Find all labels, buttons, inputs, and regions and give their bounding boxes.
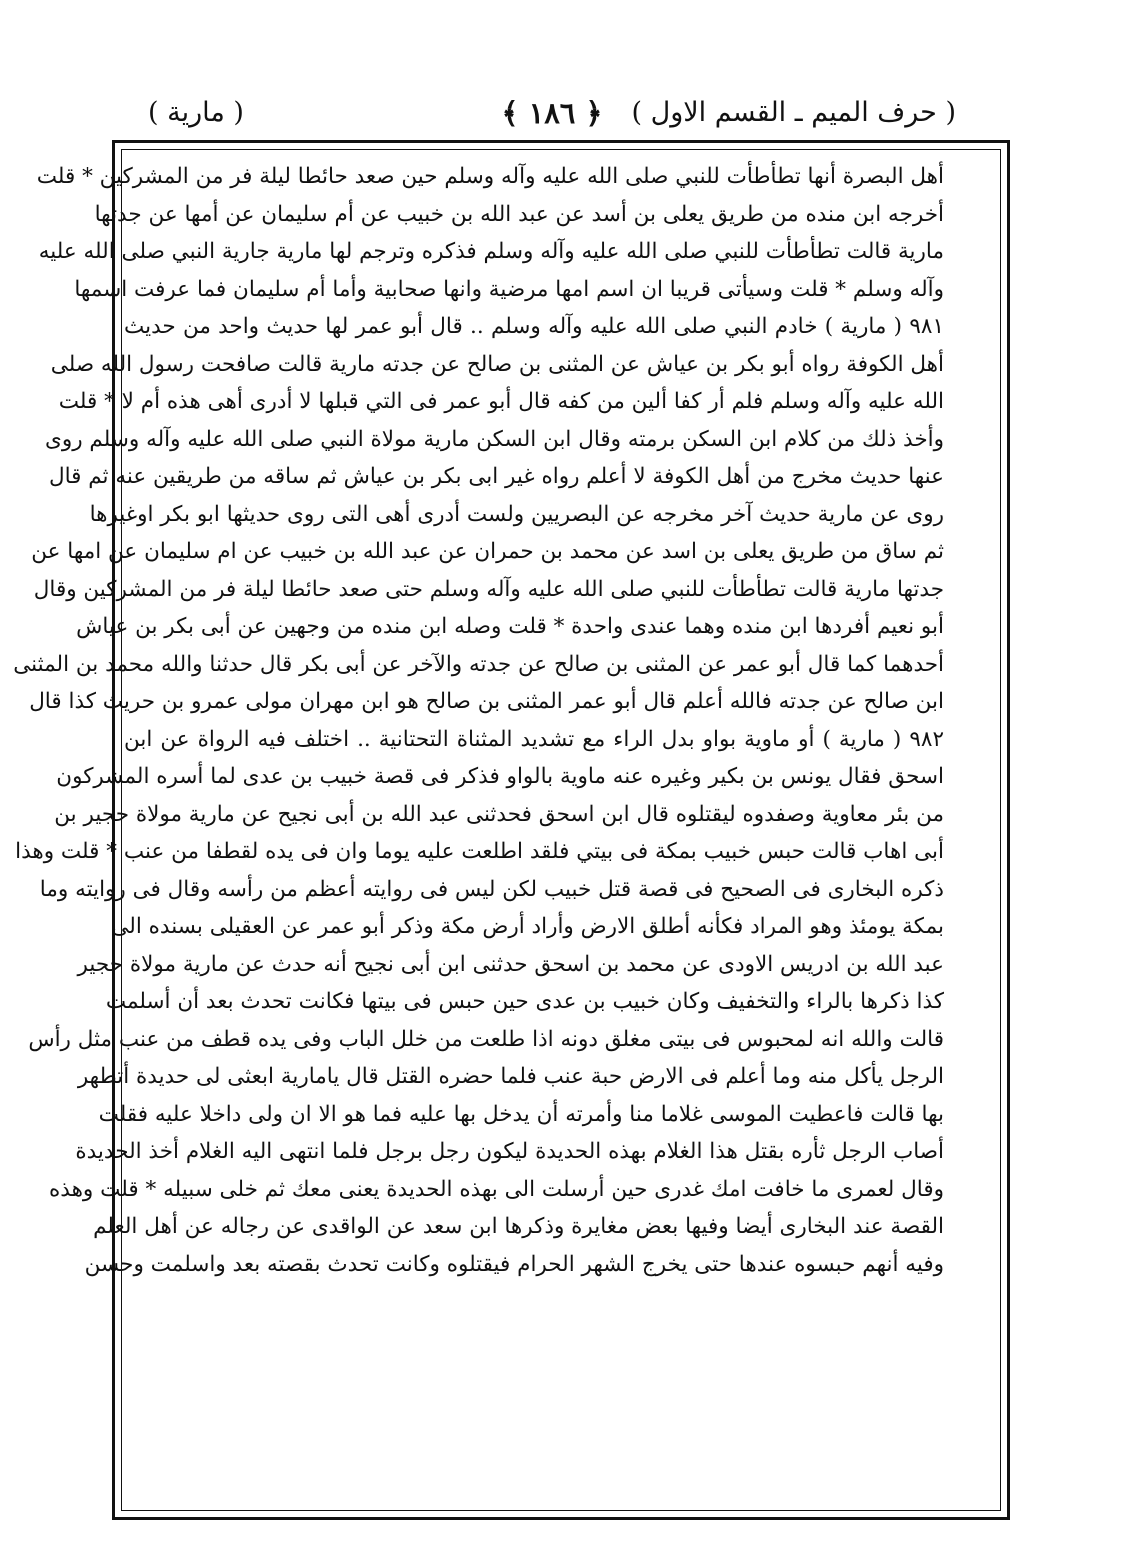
text-line: قالت والله انه لمحبوس فى بيتى مغلق دونه اذا طلعت من خلل الباب وفى يده قطف من عنب مثل رأس <box>28 1026 944 1052</box>
text-line: كذا ذكرها بالراء والتخفيف وكان خبيب بن عدى حين حبس فى بيتها فكانت تحدث بعد أن أسلمت <box>105 989 944 1014</box>
text-line: أبو نعيم أفردها ابن منده وهما عندى واحدة * قلت وصله ابن منده من وجهين عن أبى بكر بن عياش <box>76 614 944 639</box>
text-line: أهل البصرة أنها تطأطأت للنبي صلى الله عليه وآله وسلم حين صعد حائطا ليلة فر من المشركين * قلت <box>36 164 944 189</box>
text-line: وآله وسلم * قلت وسيأتى قريبا ان اسم امها مرضية وانها صحابية وأما أم سليمان فما عرفت اسمها <box>74 276 944 302</box>
text-line: أحدهما كما قال أبو عمر عن المثنى بن صالح عن جدته والآخر عن أبى بكر قال حدثنا والله محمد بن المثنى <box>13 651 944 677</box>
text-line: بها قالت فاعطيت الموسى غلاما منا وأمرته أن يدخل بها عليه فما هو الا ان ولى داخلا عليه فقلت <box>98 1101 944 1127</box>
text-line: اسحق فقال يونس بن بكير وغيره عنه ماوية بالواو فذكر فى قصة خبيب بن عدى لما أسره المشركون <box>56 764 944 789</box>
page-header <box>148 88 956 138</box>
text-line: مارية قالت تطأطأت للنبي صلى الله عليه وآله وسلم فذكره وترجم لها مارية جارية النبي صلى الله عليه <box>38 239 944 264</box>
text-line: أهل الكوفة رواه أبو بكر بن عياش عن المثنى بن صالح عن جدته مارية قالت صافحت رسول الله صلى <box>50 351 944 377</box>
main-text <box>13 158 944 1283</box>
text-line: ٩٨١ ( مارية ) خادم النبي صلى الله عليه وآله وسلم .. قال أبو عمر لها حديث واحد من حديث <box>124 314 944 339</box>
text-line: بمكة يومئذ وهو المراد فكأنه أطلق الارض وأراد أرض مكة وذكر أبو عمر عن العقيلى بسنده الى <box>111 914 944 939</box>
text-line: أصاب الرجل ثأره بقتل هذا الغلام بهذه الحديدة ليكون رجل برجل فلما انتهى اليه الغلام أخذ الحديدة <box>75 1139 944 1164</box>
text-line: وفيه أنهم حبسوه عندها حتى يخرج الشهر الحرام فيقتلوه وكانت تحدث بقصته بعد واسلمت وحسن <box>84 1251 944 1277</box>
text-line: ابن صالح عن جدته فالله أعلم قال أبو عمر المثنى بن صالح هو ابن مهران مولى عمرو بن حريث كذا قال <box>29 689 944 714</box>
text-line: الرجل يأكل منه وما أعلم فى الارض حبة عنب فلما حضره القتل قال يامارية ابعثى لى حديدة أتطهر <box>77 1064 944 1089</box>
text-line: الله عليه وآله وسلم فلم أر كفا ألين من كفه قال أبو عمر فى التي قبلها لا أدرى أهى هذه أم لا * قلت <box>58 389 944 414</box>
page-number: ﴿ ١٨٦ ﴾ <box>501 96 603 130</box>
text-line: وأخذ ذلك من كلام ابن السكن برمته وقال ابن السكن مارية مولاة النبي صلى الله عليه وآله وسلم روى <box>44 426 944 452</box>
text-line: عنها حديث مخرج من أهل الكوفة لا أعلم رواه غير ابى بكر بن عياش ثم ساقه من طريقين عنه ثم قال <box>48 464 944 489</box>
text-line: ذكره البخارى فى الصحيح فى قصة قتل خبيب لكن ليس فى روايته أعظم من رأسه وقال فى روايته وما <box>39 876 944 902</box>
text-line: وقال لعمرى ما خافت امك غدرى حين أرسلت الى بهذه الحديدة يعنى معك ثم خلى سبيله * قلت وهذه <box>49 1176 944 1202</box>
text-line: عبد الله بن ادريس الاودى عن محمد بن اسحق حدثنى ابن أبى نجيح أنه حدث عن مارية مولاة حجير <box>77 951 944 977</box>
text-line: روى عن مارية حديث آخر مخرجه عن البصريين ولست أدرى أهى التى روى حديثها ابو بكر اوغيرها <box>89 501 944 527</box>
text-line: أبى اهاب قالت حبس خبيب بمكة فى بيتي فلقد اطلعت عليه يوما وان فى يده لقطفا من عنب * قلت وهذا <box>15 839 944 864</box>
text-line: ٩٨٢ ( مارية ) أو ماوية بواو بدل الراء مع تشديد المثناة التحتانية .. اختلف فيه الرواة عن ابن <box>124 726 944 752</box>
text-line: من بئر معاوية وصفدوه ليقتلوه قال ابن اسحق فحدثنى عبد الله بن أبى نجيح عن مارية مولاة حجير بن <box>54 801 944 827</box>
text-line: أخرجه ابن منده من طريق يعلى بن أسد عن عبد الله بن خبيب عن أم سليمان عن أمها عن جدتها <box>94 201 944 227</box>
text-line: جدتها مارية قالت تطأطأت للنبي صلى الله عليه وآله وسلم حتى صعد حائطا ليلة فر من المشركين وقال <box>33 576 944 602</box>
text-line: القصة عند البخارى أيضا وفيها بعض مغايرة وذكرها ابن سعد عن الواقدى عن رجاله عن أهل العلم <box>93 1214 944 1239</box>
chapter-heading: ( حرف الميم ـ القسم الاول ) <box>631 97 956 128</box>
text-line: ثم ساق من طريق يعلى بن اسد عن محمد بن حمران عن عبد الله بن خبيب عن ام سليمان عن امها عن <box>31 539 944 564</box>
entry-heading: ( مارية ) <box>148 97 244 128</box>
